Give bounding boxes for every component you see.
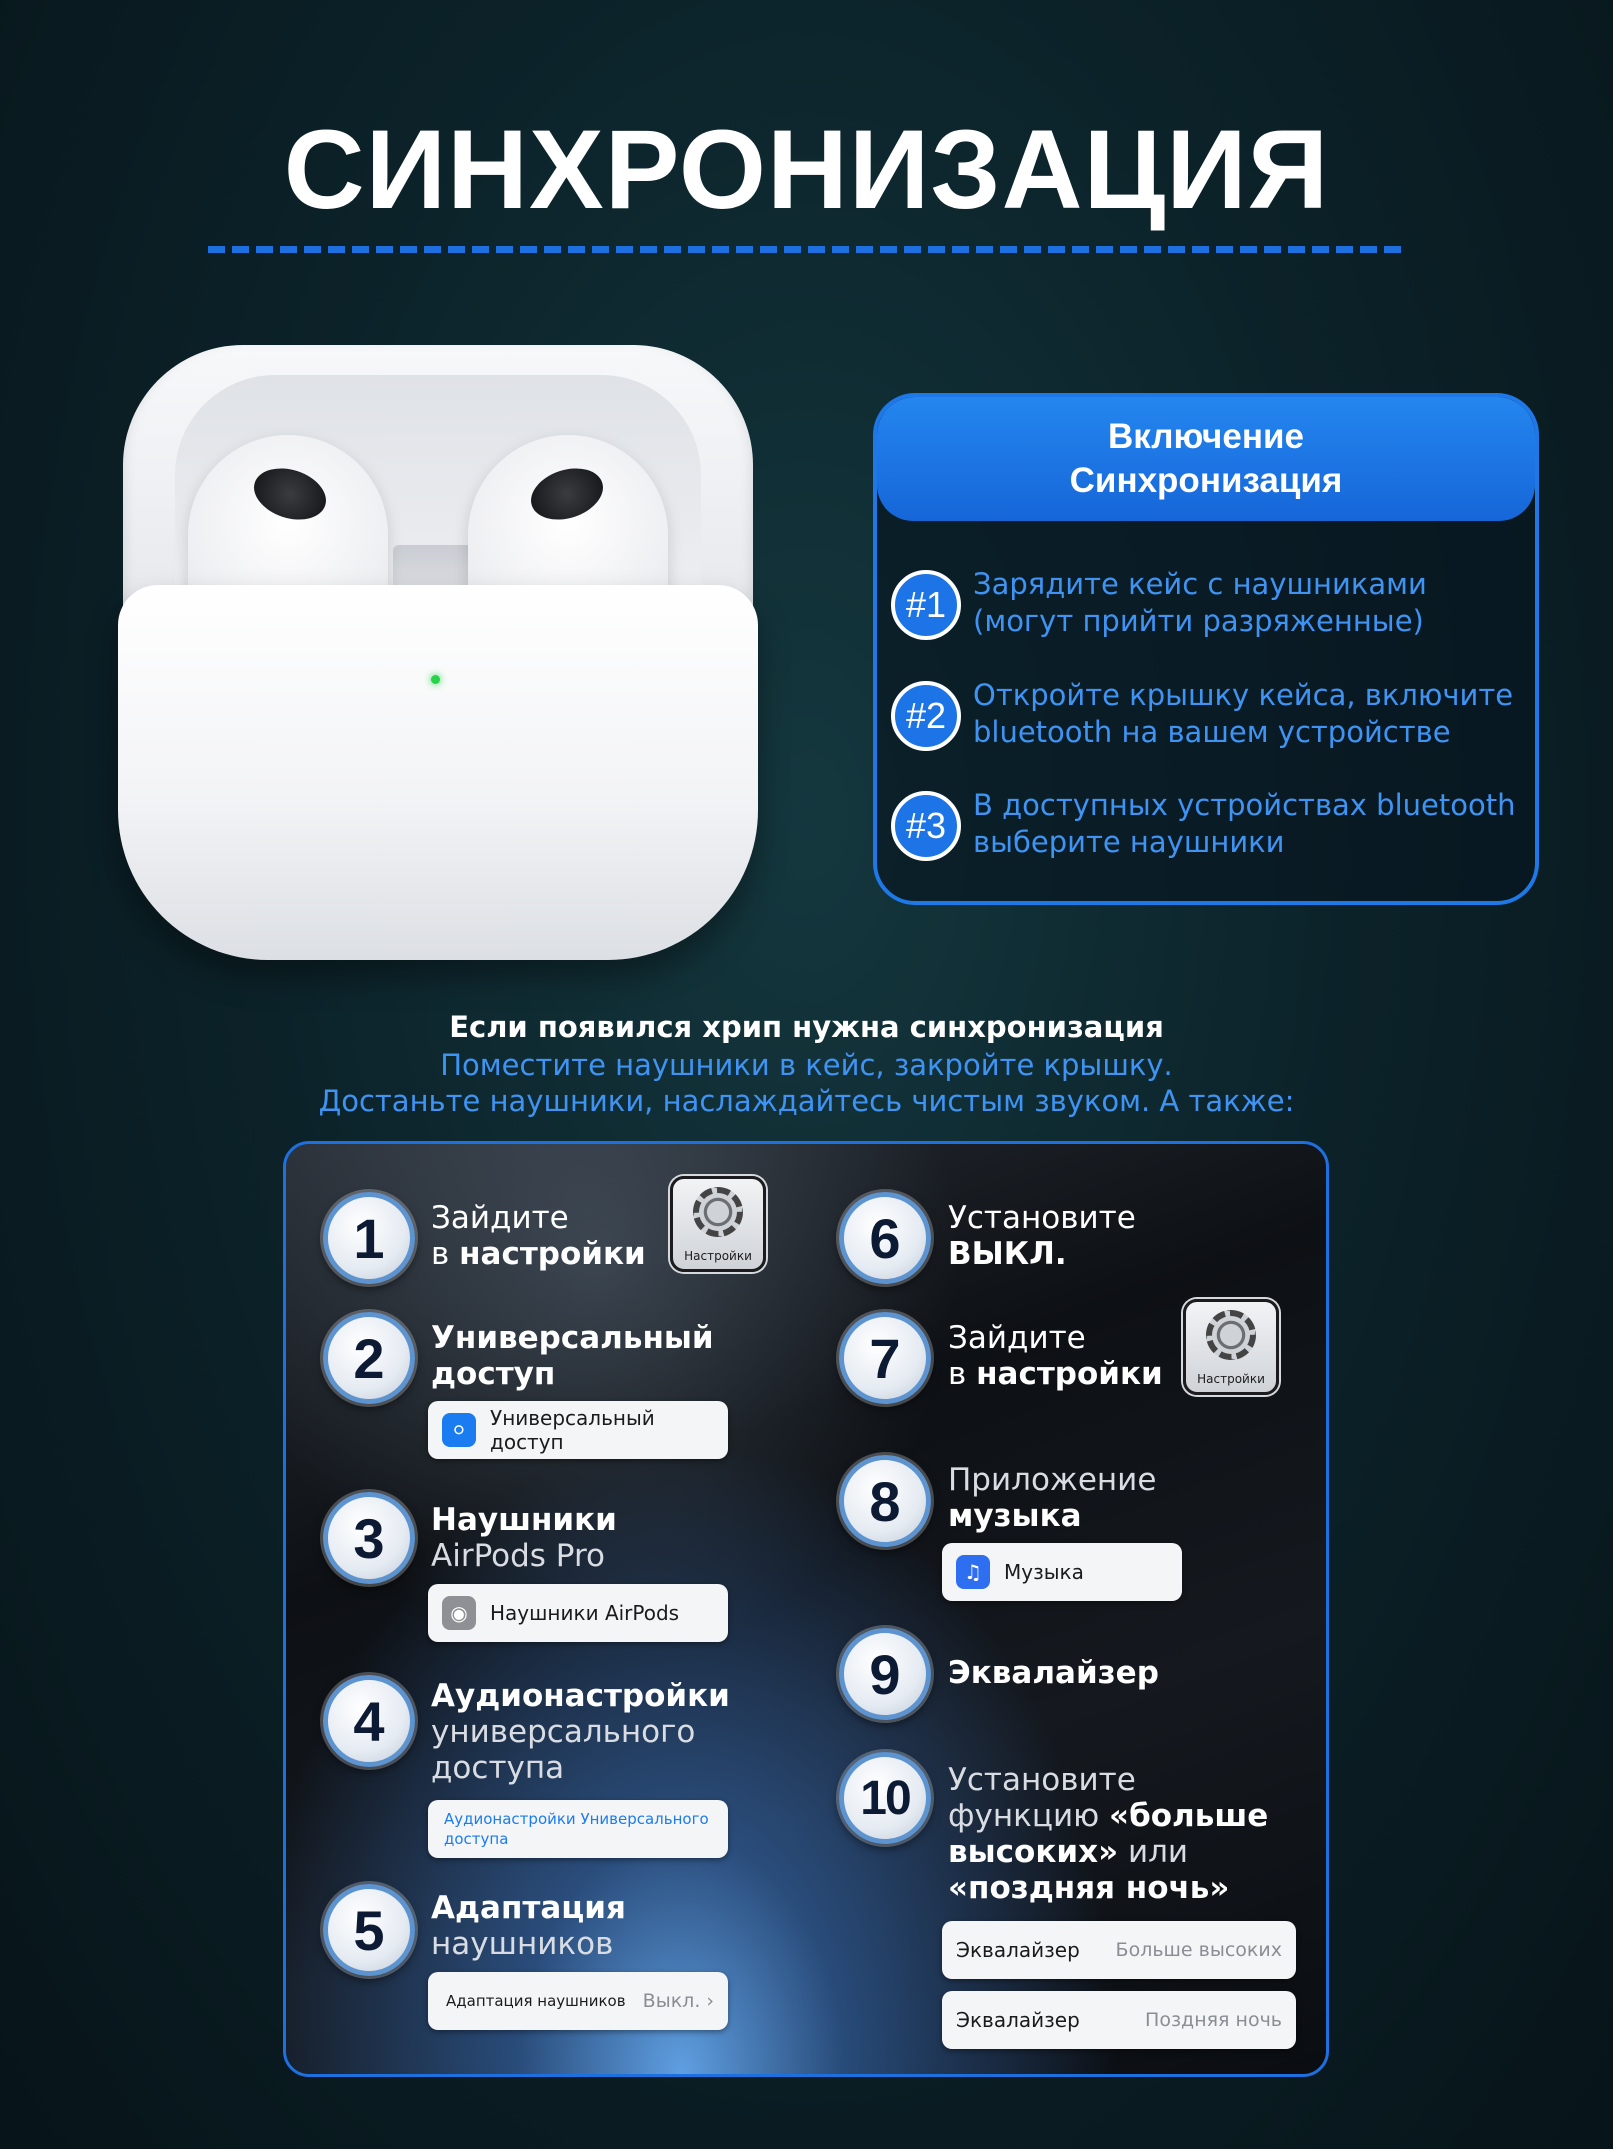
step-fragment: высоких»	[948, 1834, 1119, 1870]
earbud-mesh	[524, 460, 609, 529]
step-line	[948, 1798, 1268, 1834]
page-title: СИНХРОНИЗАЦИЯ	[283, 107, 1330, 232]
gear-icon	[1206, 1310, 1256, 1360]
step-number-7: 7	[839, 1312, 931, 1404]
airpods-case-image	[118, 340, 758, 960]
step-line: Универсальный	[431, 1320, 714, 1356]
step-line: Откройте крышку кейса, включите	[973, 678, 1514, 712]
step-number-2: 2	[323, 1312, 415, 1404]
step-line: наушников	[431, 1926, 614, 1962]
step-line: Установите	[948, 1200, 1136, 1236]
pill-label: Адаптация наушников	[446, 1992, 626, 2010]
steps-panel	[283, 1141, 1329, 2077]
step-6-text	[948, 1200, 1136, 1272]
step-line: Зайдите	[948, 1320, 1086, 1356]
settings-icon-label: Настройки	[684, 1249, 752, 1263]
card-step-1	[891, 562, 1531, 646]
step-line: выберите наушники	[973, 825, 1285, 859]
pill-value: Больше высоких	[1115, 1939, 1282, 1961]
step-text	[973, 566, 1533, 640]
pairing-card	[873, 393, 1539, 905]
step-7-text	[948, 1320, 1163, 1392]
pill-label: Наушники AirPods	[490, 1601, 680, 1625]
step-number-8: 8	[839, 1455, 931, 1547]
step-line	[948, 1834, 1268, 1870]
step-fragment: функцию	[948, 1798, 1110, 1834]
gear-icon	[693, 1187, 743, 1237]
step-line	[431, 1236, 646, 1272]
step-line: доступа	[431, 1750, 565, 1786]
pill-label: Музыка	[1004, 1560, 1084, 1584]
step-line: универсального	[431, 1714, 696, 1750]
step-4-text	[431, 1678, 730, 1786]
step-number-10: 10	[839, 1752, 931, 1844]
step-line: Приложение	[948, 1462, 1157, 1498]
card-step-3	[891, 783, 1531, 867]
step-fragment: в	[431, 1236, 460, 1272]
pill-airpods	[428, 1584, 728, 1642]
card-step-2	[891, 673, 1531, 757]
step-line: доступ	[431, 1356, 556, 1392]
card-header-line2: Синхронизация	[1069, 461, 1343, 500]
step-number-3: 3	[323, 1492, 415, 1584]
step-line: bluetooth на вашем устройстве	[973, 715, 1451, 749]
sync-line-3: Достаньте наушники, наслаждайтесь чистым звуком. А также:	[318, 1084, 1295, 1118]
pill-eq-late-night	[942, 1991, 1296, 2049]
pill-music	[942, 1543, 1182, 1601]
pill-headphone-adaptation	[428, 1972, 728, 2030]
pill-label: Аудионастройки Универсального	[444, 1810, 709, 1828]
step-line	[948, 1356, 1163, 1392]
step-line: В доступных устройствах bluetooth	[973, 788, 1516, 822]
step-fragment: настройки	[459, 1236, 646, 1272]
step-badge: #2	[891, 681, 961, 751]
step-fragment: в	[948, 1356, 977, 1392]
pill-label: Эквалайзер	[956, 1938, 1080, 1962]
settings-icon-label: Настройки	[1197, 1372, 1265, 1386]
step-5-text	[431, 1890, 626, 1962]
step-number-6: 6	[839, 1192, 931, 1284]
step-line: Зарядите кейс с наушниками	[973, 567, 1427, 601]
step-line: музыка	[948, 1498, 1082, 1534]
step-line: Зайдите	[431, 1200, 569, 1236]
step-line: «поздняя ночь»	[948, 1870, 1230, 1906]
pill-label: Универсальный доступ	[490, 1406, 655, 1454]
step-line: ВЫКЛ.	[948, 1236, 1067, 1272]
music-icon: ♫	[956, 1555, 990, 1589]
step-fragment: «больше	[1109, 1798, 1269, 1834]
pill-eq-treble	[942, 1921, 1296, 1979]
step-3-text	[431, 1502, 617, 1574]
step-2-text	[431, 1320, 714, 1392]
settings-icon	[670, 1176, 766, 1272]
settings-icon	[1183, 1299, 1279, 1395]
step-badge: #1	[891, 570, 961, 640]
step-fragment: или	[1118, 1834, 1189, 1870]
step-badge: #3	[891, 791, 961, 861]
card-header-line1: Включение	[1108, 417, 1304, 456]
step-line: AirPods Pro	[431, 1538, 605, 1574]
step-number-1: 1	[323, 1192, 415, 1284]
pill-value: Выкл. ›	[642, 1990, 714, 2012]
pill-label: Эквалайзер	[956, 2008, 1080, 2032]
pill-label: доступа	[444, 1830, 509, 1848]
step-line: Эквалайзер	[948, 1655, 1159, 1691]
step-9-text	[948, 1655, 1159, 1691]
step-line: Наушники	[431, 1502, 617, 1538]
step-line: Адаптация	[431, 1890, 626, 1926]
pill-audio-settings	[428, 1800, 728, 1858]
airpods-icon: ◉	[442, 1596, 476, 1630]
step-10-text	[948, 1762, 1268, 1906]
sync-line-2: Поместите наушники в кейс, закройте крышку.	[440, 1048, 1173, 1082]
pill-value: Поздняя ночь	[1145, 2009, 1282, 2031]
step-line: (могут прийти разряженные)	[973, 604, 1424, 638]
sync-heading: Если появился хрип нужна синхронизация	[449, 1010, 1164, 1044]
step-1-text	[431, 1200, 646, 1272]
accessibility-icon: ⚪	[442, 1413, 476, 1447]
step-number-5: 5	[323, 1884, 415, 1976]
card-header	[877, 397, 1535, 521]
earbud-mesh	[247, 460, 332, 529]
step-text	[973, 677, 1533, 751]
step-number-9: 9	[839, 1628, 931, 1720]
step-line: Установите	[948, 1762, 1136, 1798]
status-led	[431, 675, 440, 684]
step-8-text	[948, 1462, 1156, 1534]
step-number-4: 4	[323, 1675, 415, 1767]
step-text	[973, 787, 1533, 861]
title-divider	[208, 246, 1404, 253]
case-body	[118, 585, 758, 960]
step-line: Аудионастройки	[431, 1678, 730, 1714]
step-fragment: настройки	[976, 1356, 1163, 1392]
pill-accessibility	[428, 1401, 728, 1459]
